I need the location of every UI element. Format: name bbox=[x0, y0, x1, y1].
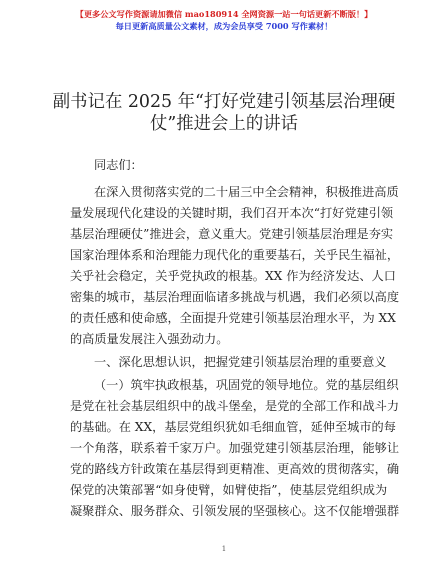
body-line: 国家治理体系和治理能力现代化的重要基石，关乎民生福祉， bbox=[70, 248, 400, 262]
body-line: 是党在社会基层组织中的战斗堡垒，是党的全部工作和战斗力 bbox=[70, 399, 400, 413]
body-line: 的责任感和使命感，全面提升党建引领基层治理水平，为 XX bbox=[70, 311, 396, 325]
body-line: 党的路线方针政策在基层得到更精准、更高效的贯彻落实，确 bbox=[70, 462, 400, 476]
page-number: 1 bbox=[221, 545, 227, 553]
body-line: （一）筑牢执政根基，巩固党的领导地位。党的基层组织 bbox=[94, 378, 399, 392]
title-line-1: 副书记在 2025 年“打好党建引领基层治理硬 bbox=[52, 92, 396, 112]
body-line: 保党的决策部署“如身使臂，如臂使指”，使基层党组织成为 bbox=[70, 483, 388, 497]
body-line: 关乎社会稳定，关乎党执政的根基。XX 作为经济发达、人口 bbox=[70, 269, 396, 283]
promo-banner-line-2: 每日更新高质量公文素材，成为会员享受 7000 写作素材！ bbox=[115, 21, 333, 31]
body-line: 一个角落，联系着千家万户。加强党建引领基层治理，能够让 bbox=[70, 441, 400, 455]
body-line: 量发展现代化建设的关键时期，我们召开本次“打好党建引领 bbox=[70, 206, 394, 220]
body-line: 基层治理硬仗”推进会，意义重大。党建引领基层治理是夯实 bbox=[70, 227, 394, 241]
salutation: 同志们： bbox=[94, 158, 143, 172]
body-line: 凝聚群众、服务群众、引领发展的坚强核心。这不仅能增强群 bbox=[70, 504, 400, 518]
body-line: 密集的城市，基层治理面临诸多挑战与机遇，我们必须以高度 bbox=[70, 290, 400, 304]
title-line-2: 仗”推进会上的讲话 bbox=[149, 114, 299, 134]
body-line: 的基础。在 XX，基层党组织犹如毛细血管，延伸至城市的每 bbox=[70, 420, 396, 434]
body-line: 在深入贯彻落实党的二十届三中全会精神，积极推进高质 bbox=[94, 185, 399, 199]
section-heading: 一、深化思想认识，把握党建引领基层治理的重要意义 bbox=[94, 355, 387, 369]
promo-banner-line-1: 【更多公文写作资源请加微信 mao180914 全网资源一站一句话更新不断版！】 bbox=[75, 9, 373, 19]
body-line: 的高质量发展注入强劲动力。 bbox=[70, 332, 229, 346]
